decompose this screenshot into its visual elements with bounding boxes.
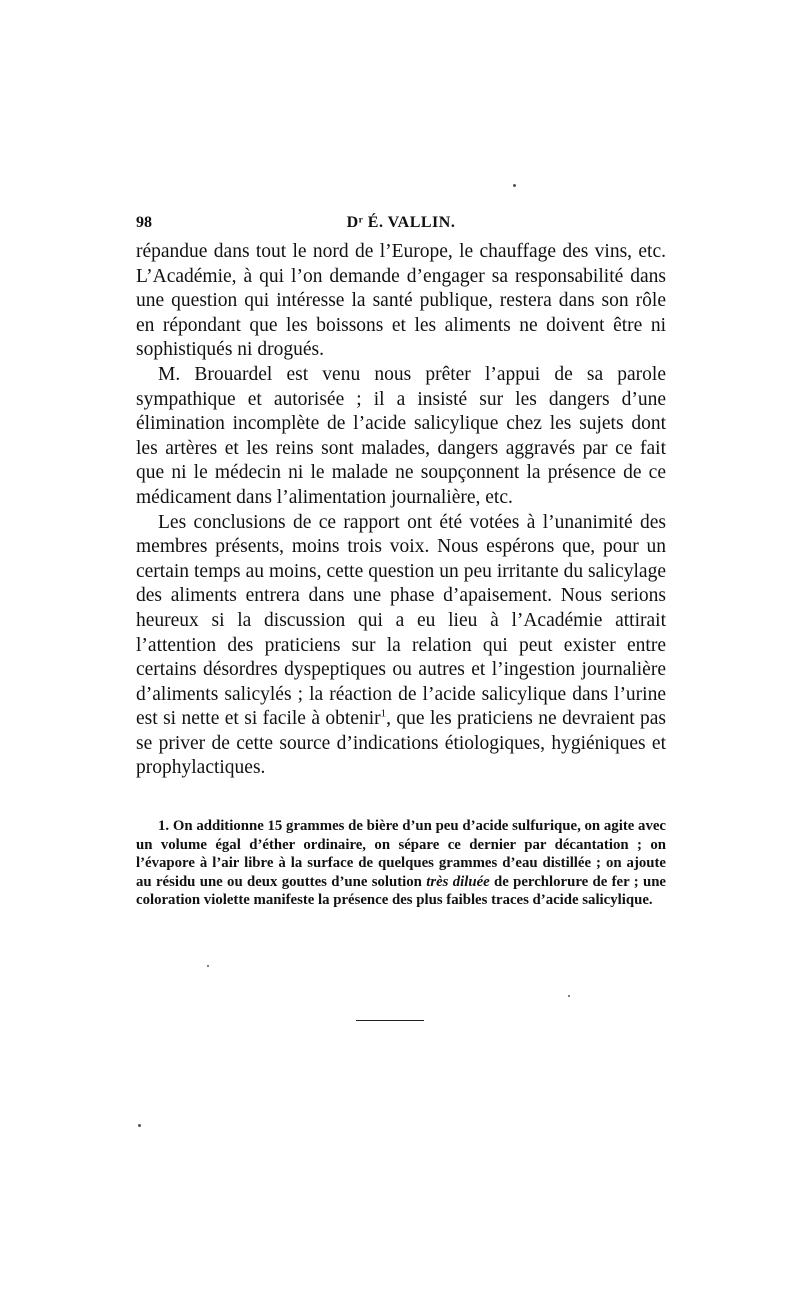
page-number: 98	[136, 214, 152, 231]
footnote-reference: 1	[380, 707, 387, 720]
paper-speck	[568, 995, 570, 997]
end-rule	[356, 1020, 424, 1021]
paper-speck	[513, 184, 516, 187]
running-head: Dʳ É. VALLIN.	[346, 214, 456, 231]
paper-speck	[138, 1124, 141, 1127]
paper-speck	[207, 965, 209, 967]
footnote	[136, 817, 666, 910]
page-header	[136, 214, 666, 238]
book-page	[136, 0, 666, 1304]
main-text	[136, 240, 666, 781]
footnote-text-start: 1. On additionne 15 grammes de bière d’un peu d’acide sulfurique, on agite avec un volume égal d’éther ordinaire, on sépare ce dernier par décantation ; on l’évapore à l’air libre à la surface de quelques grammes d’eau distillée ; on ajoute au résidu une ou deux gouttes d’une solution	[136, 818, 666, 890]
footnote-italic-phrase: très diluée	[426, 873, 490, 890]
paragraph-3	[136, 511, 666, 782]
paragraph-2: M. Brouardel est venu nous prêter l’appui de sa parole sympathique et autorisée ; il a insisté sur les dangers d’une élimination incomplète de l’acide salicylique chez les sujets dont les artères et les reins sont malades, dangers aggravés par ce fait que ni le médecin ni le malade ne soupçonnent la présence de ce médicament dans l’alimentation journalière, etc.	[136, 363, 666, 508]
paragraph-1: répandue dans tout le nord de l’Europe, le chauffage des vins, etc. L’Académie, à qui l’on demande d’engager sa responsabilité dans une question qui intéresse la santé publique, restera dans son rôle en répondant que les boissons et les aliments ne doivent être ni sophistiqués ni drogués.	[136, 241, 666, 361]
paragraph-3-text-start: Les conclusions de ce rapport ont été votées à l’unanimité des membres présents, moins trois voix. Nous espérons que, pour un certain temps au moins, cette question un peu irritante du salicylage des aliments entrera dans une phase d’apaisement. Nous serions heureux si la discussion qui a eu lieu à l’Académie attirait l’attention des praticiens sur la relation qui peut exister entre certains désordres dyspeptiques ou autres et l’ingestion journalière d’aliments salicylés ; la réaction de l’acide salicylique dans l’urine est si nette et si facile à obtenir	[136, 511, 666, 730]
footnote-1	[136, 817, 666, 910]
paragraph-3-text-end: , que les praticiens ne devraient pas se priver de cette source d’indications étiologiques, hygiéniques et prophylactiques.	[136, 708, 667, 779]
footnote-text-end: de perchlorure de fer ; une coloration violette manifeste la présence des plus faibles traces d’acide salicylique.	[136, 873, 666, 909]
